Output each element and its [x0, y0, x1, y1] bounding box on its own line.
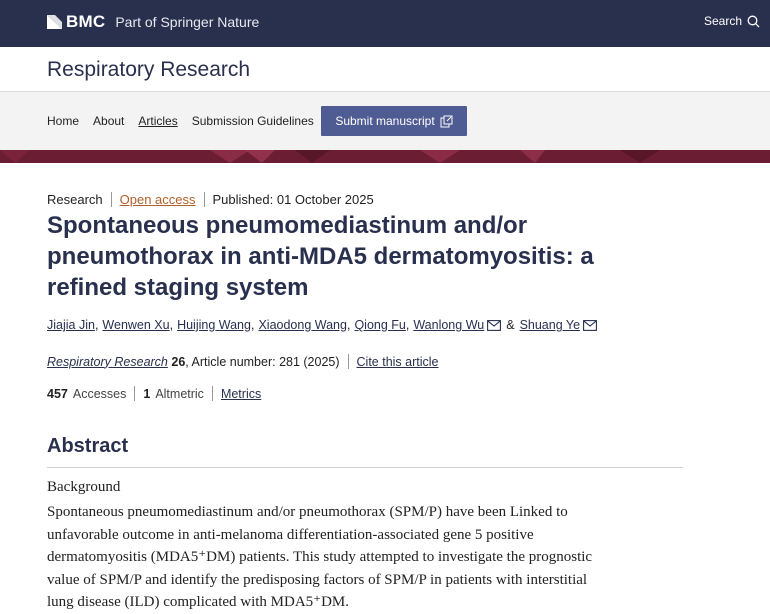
bmc-logo-icon — [47, 15, 62, 29]
nav-item-about[interactable]: About — [93, 114, 125, 128]
abstract-subheading: Background — [47, 479, 121, 495]
author-list — [47, 318, 597, 332]
external-link-icon — [440, 115, 453, 128]
volume: 26 — [171, 354, 186, 369]
author-link[interactable]: Jiajia Jin — [47, 318, 95, 332]
published-date: Published: 01 October 2025 — [212, 192, 374, 207]
search-icon — [747, 15, 760, 28]
journal-title[interactable]: Respiratory Research — [47, 58, 251, 81]
accesses-count: 457 — [47, 386, 68, 401]
abstract-line: lung disease (ILD) complicated with MDA5⁺DM. — [47, 594, 350, 610]
submit-manuscript-button[interactable] — [321, 106, 467, 136]
logo-subtitle: Part of Springer Nature — [115, 14, 260, 30]
author-link[interactable]: Wenwen Xu — [102, 318, 170, 332]
author-separator: , — [405, 318, 410, 332]
meta-divider — [134, 386, 135, 401]
author-and: & — [506, 318, 515, 332]
metrics-link[interactable]: Metrics — [220, 386, 262, 401]
journal-nav — [0, 92, 770, 150]
article-title: Spontaneous pneumomediastinum and/or pneumothorax in anti-MDA5 dermatomyositis: a refined staging system — [47, 212, 594, 301]
author-separator: , — [94, 318, 99, 332]
email-icon[interactable] — [487, 320, 501, 331]
abstract-divider — [47, 467, 683, 468]
meta-divider — [111, 192, 112, 207]
author-separator: , — [346, 318, 351, 332]
altmetric-count: 1 — [143, 386, 151, 401]
author-link[interactable]: Qiong Fu — [354, 318, 406, 332]
author-link[interactable]: Huijing Wang — [177, 318, 251, 332]
author-separator: , — [250, 318, 255, 332]
search-label: Search — [703, 14, 742, 28]
submit-label: Submit manuscript — [335, 114, 435, 128]
site-header — [0, 0, 770, 47]
abstract-body — [47, 501, 687, 614]
journal-link[interactable]: Respiratory Research — [47, 354, 168, 369]
email-icon[interactable] — [583, 320, 597, 331]
search-button[interactable] — [704, 14, 760, 28]
article-type: Research — [47, 192, 103, 207]
nav-item-articles[interactable]: Articles — [138, 114, 178, 128]
citation-line — [47, 354, 439, 369]
altmetric-label: Altmetric — [155, 386, 204, 401]
accesses-label: Accesses — [72, 386, 127, 401]
author-link[interactable]: Shuang Ye — [519, 318, 581, 332]
author-separator: , — [169, 318, 174, 332]
article-number: , Article number: 281 (2025) — [185, 354, 340, 369]
abstract-line: Spontaneous pneumomediastinum and/or pneumothorax (SPM/P) have been Linked to — [47, 504, 568, 520]
nav-item-submission-guidelines[interactable]: Submission Guidelines — [191, 114, 314, 128]
decorative-banner — [0, 150, 770, 163]
nav-items — [47, 114, 328, 128]
abstract-line: value of SPM/P and identify the predisposing factors of SPM/P in patients with interstitial — [47, 571, 588, 588]
cite-article-link[interactable]: Cite this article — [356, 354, 439, 369]
metrics-line — [47, 386, 261, 401]
open-access-link[interactable]: Open access — [119, 192, 196, 207]
meta-divider — [348, 354, 349, 369]
article-meta — [47, 192, 374, 207]
nav-item-home[interactable]: Home — [47, 114, 80, 128]
abstract-line: unfavorable outcome in anti-melanoma differentiation-associated gene 5 positive — [47, 526, 534, 543]
author-link[interactable]: Xiaodong Wang — [258, 318, 347, 332]
meta-divider — [204, 192, 205, 207]
bmc-logo[interactable] — [47, 11, 259, 33]
logo-text: BMC — [66, 12, 106, 31]
abstract-line: dermatomyositis (MDA5⁺DM) patients. This study attempted to investigate the prognostic — [47, 549, 593, 565]
banner-pattern — [0, 150, 770, 163]
meta-divider — [212, 386, 213, 401]
author-link[interactable]: Wanlong Wu — [413, 318, 485, 332]
journal-bar — [0, 47, 770, 92]
abstract-heading: Abstract — [47, 435, 129, 457]
